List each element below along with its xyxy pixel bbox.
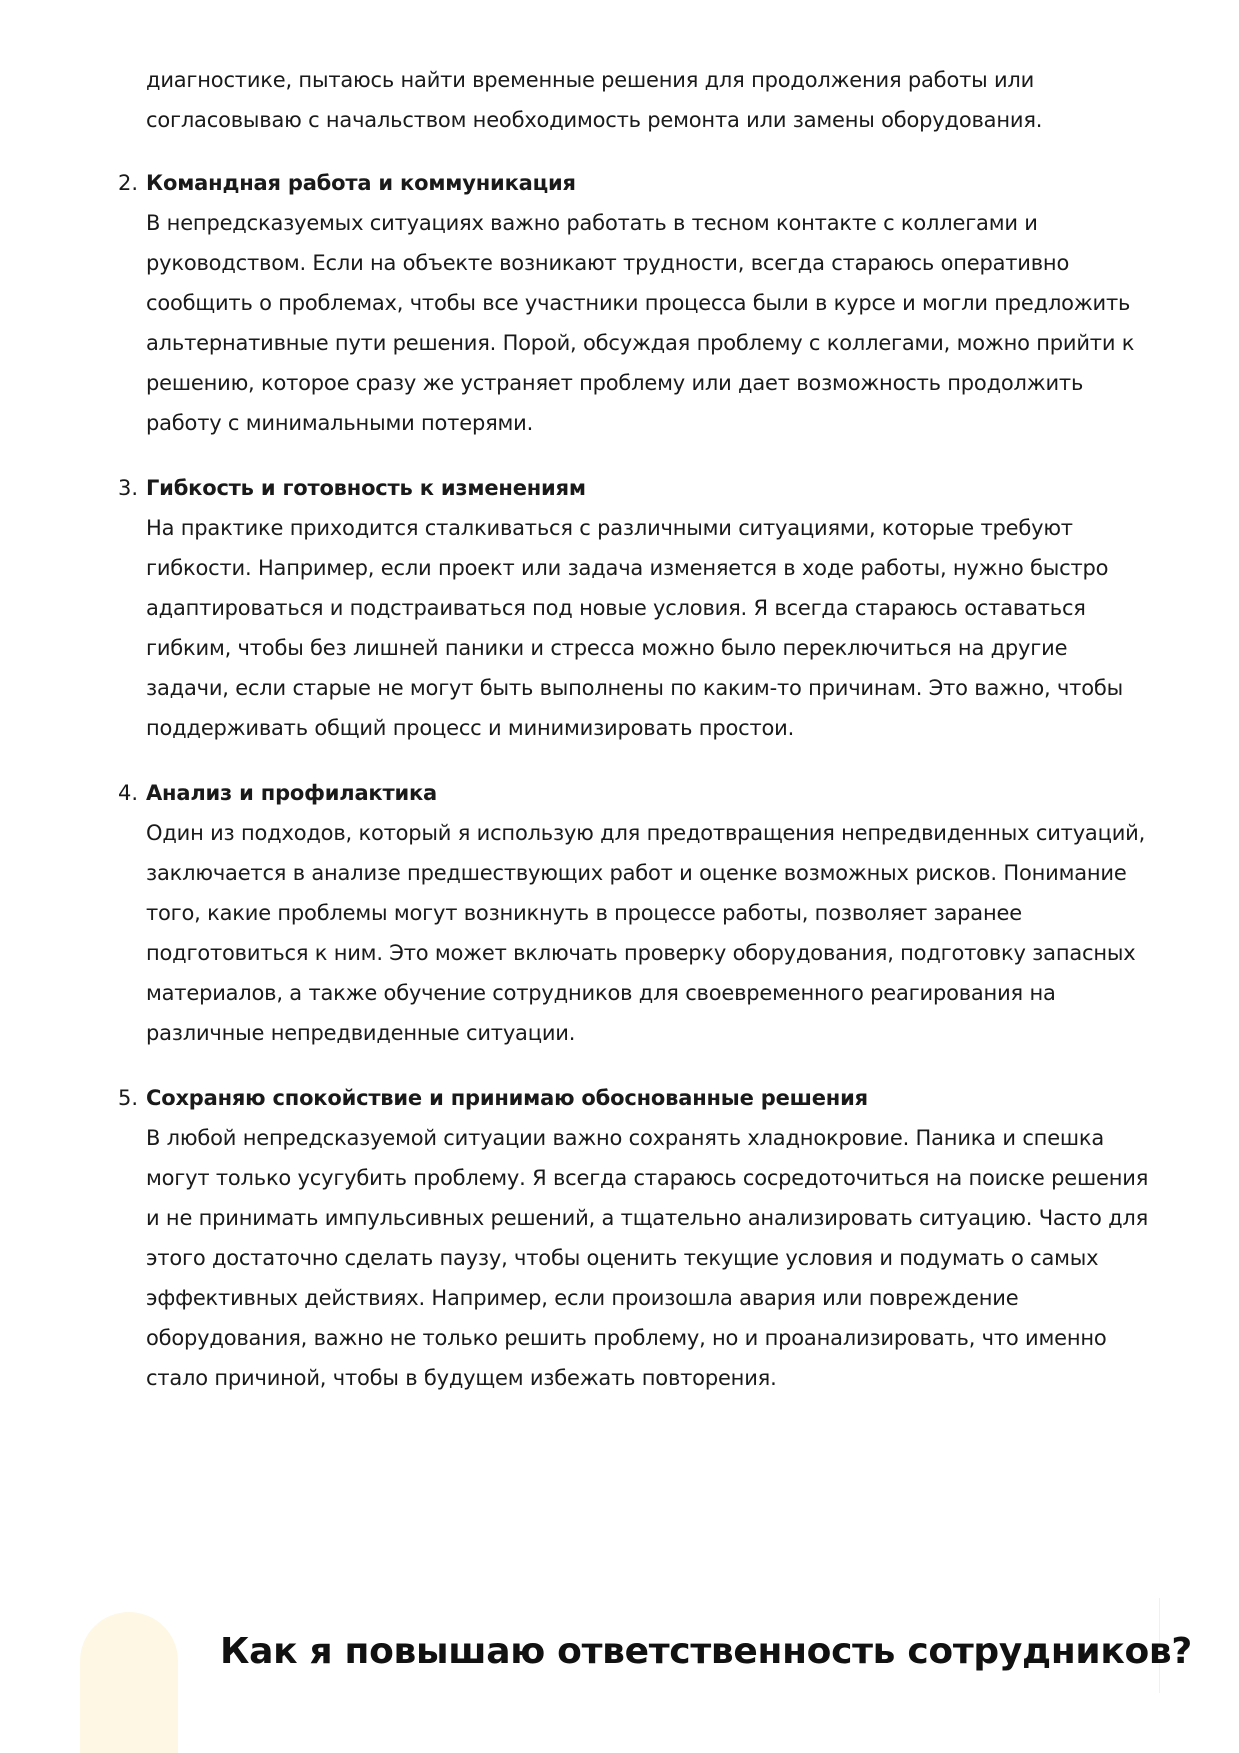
list-item-number: 2. [118,171,139,195]
intro-paragraph: диагностике, пытаюсь найти временные решения для продолжения работы или согласовываю с начальством необходимость ремонта или замены оборудования. [146,68,1043,132]
list-item [118,1078,1178,1398]
list-item-number: 3. [118,476,139,500]
list-item-body: В непредсказуемых ситуациях важно работать в тесном контакте с коллегами и руководством. Если на объекте возникают трудности, всегда стараюсь оперативно сообщить о проблемах, чтобы все участники процесса были в курсе и могли предложить альтернативные пути решения. Порой, обсуждая проблему с коллегами, можно прийти к решению, которое сразу же устраняет проблему или дает возможность продолжить работу с минимальными потерями. [146,211,1135,435]
list-item-body: Один из подходов, который я использую для предотвращения непредвиденных ситуаций, заключается в анализе предшествующих работ и оценке возможных рисков. Понимание того, какие проблемы могут возникнуть в процессе работы, позволяет заранее подготовиться к ним. Это может включать проверку оборудования, подготовку запасных материалов, а также обучение сотрудников для своевременного реагирования на различные непредвиденные ситуации. [146,821,1146,1045]
list-item [118,163,1178,443]
numbered-list [118,163,1178,1423]
list-item-title: Гибкость и готовность к изменениям [146,476,586,500]
list-item-body: На практике приходится сталкиваться с различными ситуациями, которые требуют гибкости. Например, если проект или задача изменяется в ходе работы, нужно быстро адаптироваться и подстраиваться под новые условия. Я всегда стараюсь оставаться гибким, чтобы без лишней паники и стресса можно было переключиться на другие задачи, если старые не могут быть выполнены по каким-то причинам. Это важно, чтобы поддерживать общий процесс и минимизировать простои. [146,516,1123,740]
section-heading: Как я повышаю ответственность сотрудников? [220,1631,1192,1672]
decorative-circle [80,1612,178,1753]
list-item-title: Командная работа и коммуникация [146,171,576,195]
list-item-body: В любой непредсказуемой ситуации важно сохранять хладнокровие. Паника и спешка могут только усугубить проблему. Я всегда стараюсь сосредоточиться на поиске решения и не принимать импульсивных решений, а тщательно анализировать ситуацию. Часто для этого достаточно сделать паузу, чтобы оценить текущие условия и подумать о самых эффективных действиях. Например, если произошла авария или повреждение оборудования, важно не только решить проблему, но и проанализировать, что именно стало причиной, чтобы в будущем избежать повторения. [146,1126,1149,1390]
list-item-title: Анализ и профилактика [146,781,437,805]
list-item [118,773,1178,1053]
list-item-number: 4. [118,781,139,805]
list-item-number: 5. [118,1086,139,1110]
list-item [118,468,1178,748]
list-item-title: Сохраняю спокойствие и принимаю обоснованные решения [146,1086,868,1110]
